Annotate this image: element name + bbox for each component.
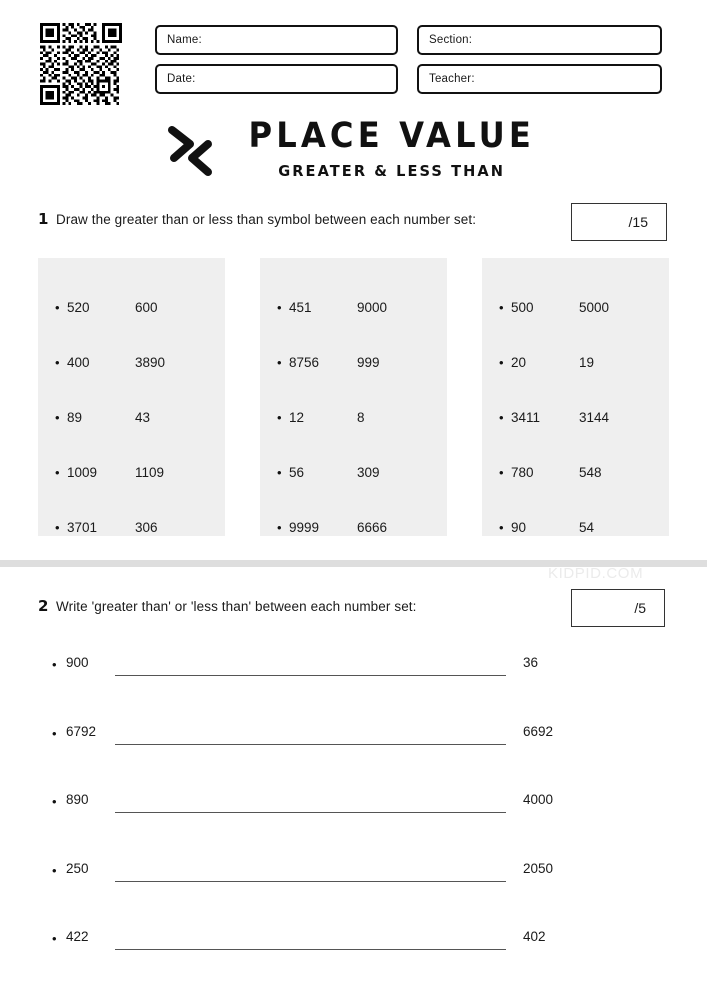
bullet-icon: • (277, 300, 282, 315)
number-right: 36 (523, 655, 539, 670)
number-right: 43 (135, 410, 151, 425)
number-right: 600 (135, 300, 158, 315)
bullet-icon: • (55, 465, 60, 480)
number-left: 3701 (67, 520, 98, 535)
number-left: 6792 (66, 723, 97, 739)
bullet-icon: • (52, 725, 57, 741)
number-pair-row (260, 390, 447, 445)
answer-row (52, 719, 672, 788)
section-2-rows (52, 650, 672, 993)
bullet-icon: • (55, 410, 60, 425)
number-left: 250 (66, 860, 89, 876)
number-pair-row (38, 280, 225, 335)
answer-blank-line[interactable] (115, 675, 506, 676)
teacher-field-label: Teacher: (429, 73, 475, 85)
answer-row (52, 856, 672, 925)
number-pair-row (260, 445, 447, 500)
section-1-number: 1 (38, 210, 49, 228)
qr-code-icon (40, 23, 122, 105)
bullet-icon: • (499, 300, 504, 315)
bullet-icon: • (277, 410, 282, 425)
number-left: 1009 (67, 465, 98, 480)
section-1-instruction: Draw the greater than or less than symbol between each number set: (56, 211, 477, 227)
bullet-icon: • (499, 520, 504, 535)
number-pair-row (38, 335, 225, 390)
number-pair-row (482, 390, 669, 445)
number-pair-row (260, 500, 447, 555)
bullet-icon: • (499, 355, 504, 370)
number-left: 780 (511, 465, 534, 480)
number-left: 56 (289, 465, 305, 480)
number-right: 309 (357, 465, 380, 480)
name-field[interactable] (155, 25, 398, 55)
number-pair-row (38, 390, 225, 445)
number-right: 3890 (135, 355, 166, 370)
number-right: 1109 (135, 465, 165, 480)
section-1-score-box[interactable] (571, 203, 667, 241)
watermark: KIDPID.COM (548, 565, 644, 582)
number-pair-row (38, 445, 225, 500)
page-subtitle: GREATER & LESS THAN (278, 161, 505, 180)
bullet-icon: • (55, 355, 60, 370)
number-left: 520 (67, 300, 90, 315)
number-left: 12 (289, 410, 305, 425)
number-left: 500 (511, 300, 534, 315)
number-pair-row (260, 280, 447, 335)
number-right: 402 (523, 929, 546, 944)
number-right: 54 (579, 520, 595, 535)
name-field-label: Name: (167, 34, 202, 46)
number-pair-row (482, 445, 669, 500)
section-2-heading (38, 597, 417, 615)
number-left: 9999 (289, 520, 320, 535)
number-right: 19 (579, 355, 595, 370)
section-1-heading (38, 210, 476, 228)
bullet-icon: • (52, 657, 57, 672)
number-right: 2050 (523, 860, 554, 876)
number-right: 6666 (357, 520, 388, 535)
bullet-icon: • (55, 520, 60, 535)
bullet-icon: • (52, 794, 57, 809)
number-left: 8756 (289, 355, 320, 370)
number-left: 90 (511, 520, 527, 535)
bullet-icon: • (277, 465, 282, 480)
bullet-icon: • (55, 300, 60, 315)
bullet-icon: • (52, 862, 57, 878)
number-left: 20 (511, 355, 527, 370)
section-2-number: 2 (38, 597, 49, 615)
number-pair-row (38, 500, 225, 555)
section-2-instruction: Write 'greater than' or 'less than' between each number set: (56, 598, 417, 614)
section-1-panels (38, 258, 669, 536)
answer-blank-line[interactable] (115, 812, 506, 813)
date-field-label: Date: (167, 73, 196, 85)
date-field[interactable] (155, 64, 398, 94)
number-pair-row (482, 335, 669, 390)
teacher-field[interactable] (417, 64, 662, 94)
section-2-score-total: /5 (634, 600, 646, 616)
number-pair-panel (38, 258, 225, 536)
number-right: 6692 (523, 723, 554, 739)
number-right: 4000 (523, 792, 554, 807)
number-pair-panel (260, 258, 447, 536)
answer-blank-line[interactable] (115, 881, 506, 882)
page-title: PLACE VALUE (248, 115, 535, 156)
bullet-icon: • (499, 410, 504, 425)
number-right: 999 (357, 355, 380, 370)
number-right: 8 (357, 410, 365, 425)
number-pair-panel (482, 258, 669, 536)
bullet-icon: • (499, 465, 504, 480)
number-right: 548 (579, 465, 602, 480)
number-right: 9000 (357, 300, 388, 315)
number-left: 900 (66, 655, 89, 670)
number-right: 5000 (579, 300, 610, 315)
answer-blank-line[interactable] (115, 744, 506, 745)
number-left: 400 (67, 355, 90, 370)
bullet-icon: • (277, 520, 282, 535)
number-right: 3144 (579, 410, 610, 425)
greater-less-than-chevrons-icon (160, 120, 222, 182)
section-field-label: Section: (429, 34, 473, 46)
number-left: 89 (67, 410, 83, 425)
number-pair-row (482, 280, 669, 335)
number-left: 422 (66, 929, 89, 944)
bullet-icon: • (277, 355, 282, 370)
number-left: 890 (66, 792, 89, 807)
section-field[interactable] (417, 25, 662, 55)
number-pair-row (482, 500, 669, 555)
section-1-score-total: /15 (628, 214, 648, 230)
answer-row (52, 924, 672, 993)
number-left: 3411 (511, 410, 541, 425)
number-left: 451 (289, 300, 312, 315)
answer-blank-line[interactable] (115, 949, 506, 950)
answer-row (52, 650, 672, 719)
worksheet-header (0, 0, 707, 110)
number-pair-row (260, 335, 447, 390)
section-2-score-box[interactable] (571, 589, 665, 627)
answer-row (52, 787, 672, 856)
number-right: 306 (135, 520, 158, 535)
bullet-icon: • (52, 931, 57, 946)
worksheet-title-block (0, 115, 707, 180)
